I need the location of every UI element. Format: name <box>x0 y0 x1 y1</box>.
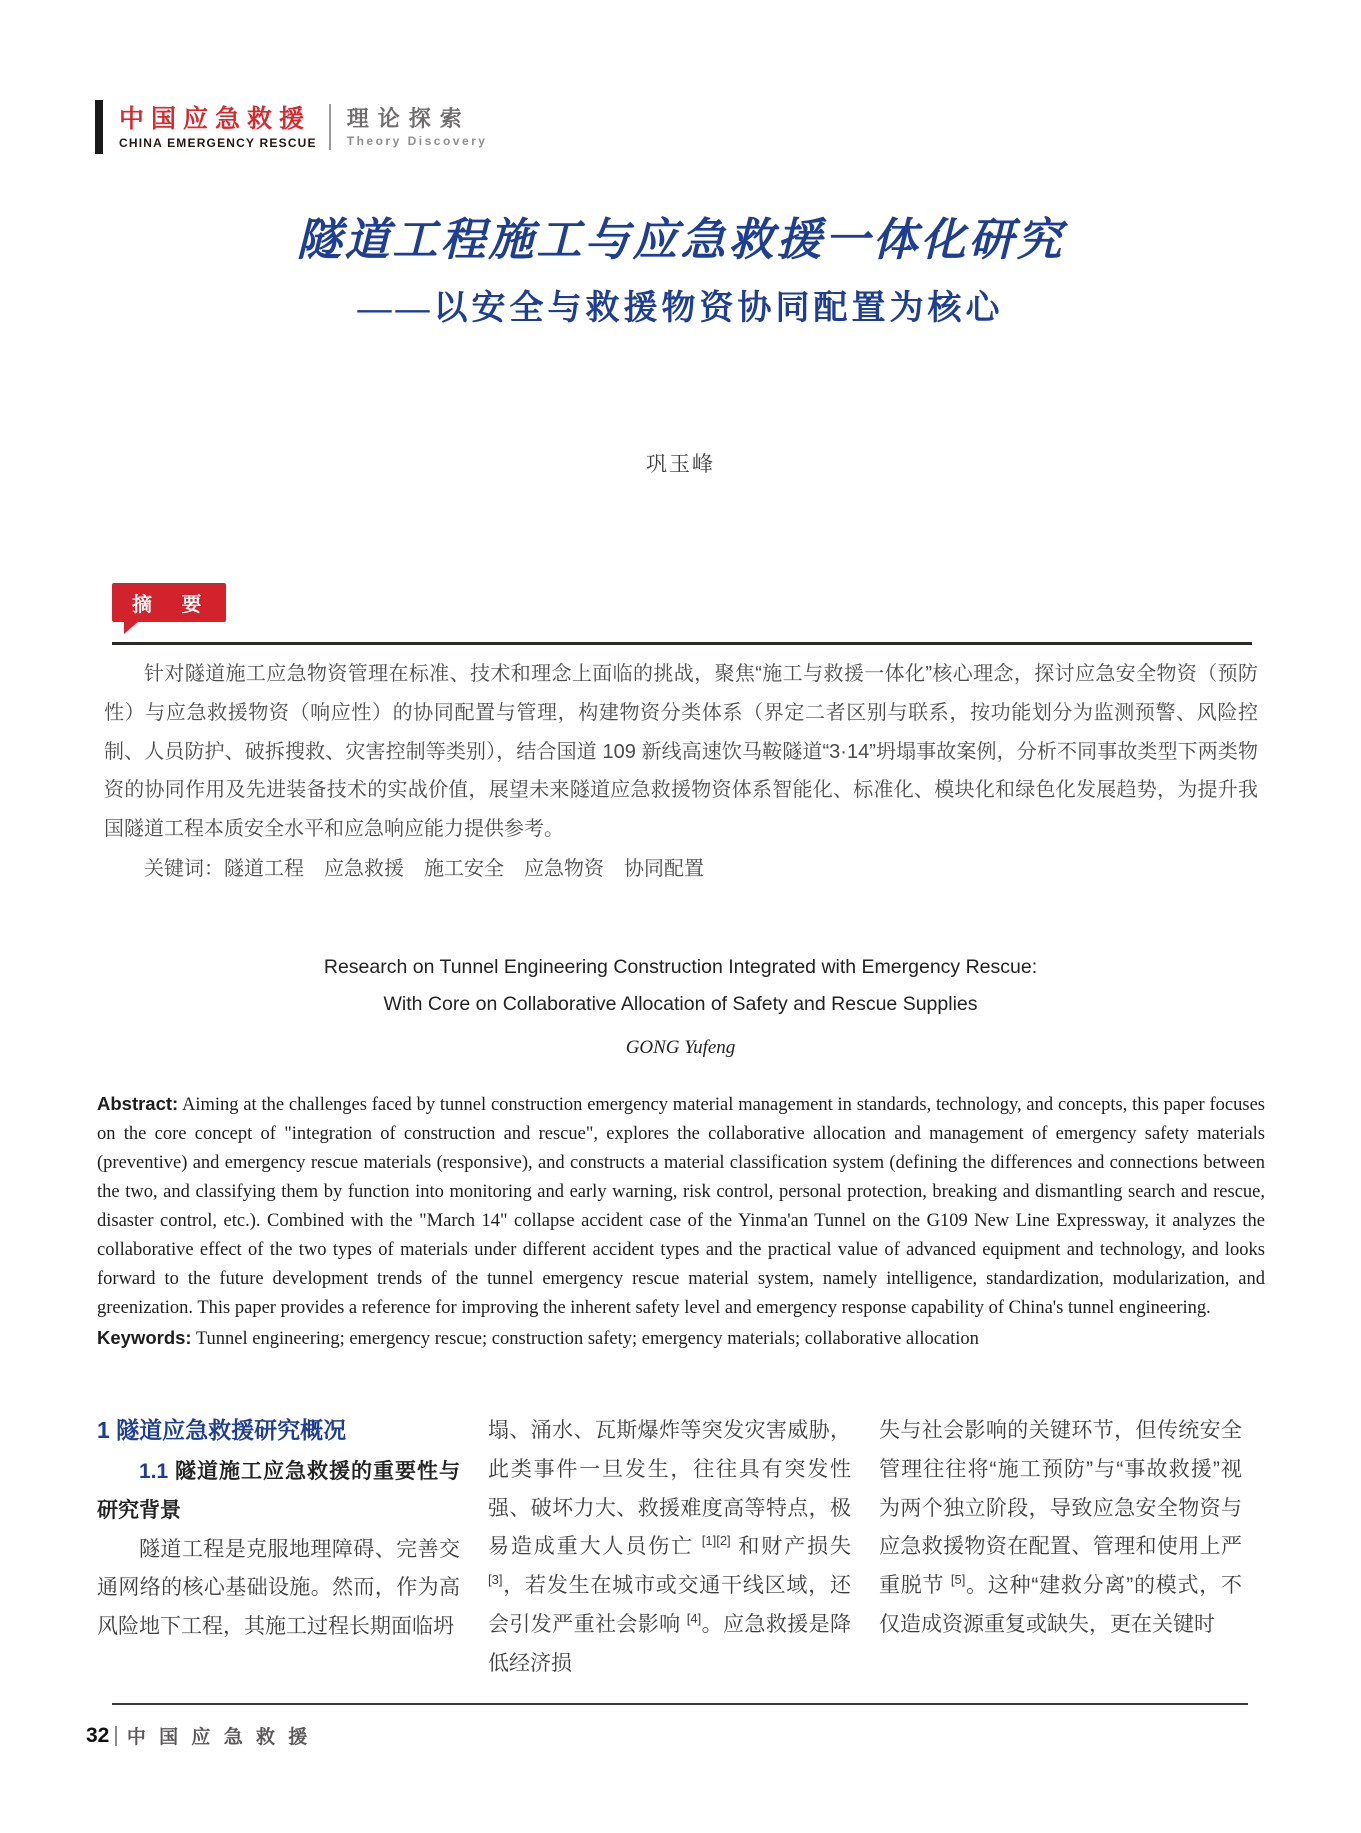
section-heading: 1 隧道应急救援研究概况 <box>97 1417 347 1443</box>
english-title-line1: Research on Tunnel Engineering Construction Integrated with Emergency Rescue: <box>323 956 1038 978</box>
body-column-3 <box>879 1412 1242 1684</box>
footer <box>86 1722 311 1749</box>
article-subtitle: ——以安全与救援物资协同配置为核心 <box>357 290 1004 327</box>
column-name-cn: 理论探索 <box>346 105 471 131</box>
footer-journal-name: 中 国 应 急 救 援 <box>126 1727 312 1748</box>
english-title <box>0 949 1361 1023</box>
english-author: GONG Yufeng <box>625 1037 736 1058</box>
body-paragraph-1: 隧道工程是克服地理障碍、完善交通网络的核心基础设施。然而，作为高风险地下工程，其施工过程长期面临坍 <box>97 1537 460 1639</box>
keywords-label-cn: 关键词： <box>144 857 224 880</box>
subsection-title: 隧道施工应急救援的重要性与研究背景 <box>97 1460 461 1522</box>
keywords-value-en: Tunnel engineering; emergency rescue; construction safety; emergency materials; collaborative allocation <box>191 1329 979 1349</box>
abstract-en-text: Aiming at the challenges faced by tunnel construction emergency material management in standards, technology, and concepts, this paper focuses on the core concept of "integration of construction and rescue", explores the collaborative allocation and management of emergency safety materials (preventive) and emergency rescue materials (responsive), and constructs a material classification system (defining the differences and connections between the two, and classifying them by function into monitoring and early warning, risk control, personal protection, breaking and dismantling search and rescue, disaster control, etc.). Combined with the "March 14" collapse accident case of the Yinma'an Tunnel on the G109 New Line Expressway, it analyzes the collaborative effect of the two types of materials under different accident types and the practical value of advanced equipment and technology, and looks forward to the future development trends of the tunnel emergency rescue material system, namely intelligence, standardization, modularization, and greenization. This paper provides a reference for improving the inherent safety level and emergency response capability of China's tunnel engineering. <box>97 1095 1265 1318</box>
footer-rule <box>112 1703 1248 1705</box>
body-paragraph-3: 失与社会影响的关键环节，但传统安全管理往往将“施工预防”与“事故救援”视为两个独立阶段，导致应急安全物资与应急救援物资在配置、管理和使用上严重脱节 [5]。这种“建救分离”的模式，不仅造成资源重复或缺失，更在关键时 <box>879 1419 1242 1636</box>
abstract-badge <box>112 583 226 622</box>
abstract-badge-tail <box>124 621 139 634</box>
subsection-number: 1.1 <box>139 1460 176 1483</box>
keywords-label-en: Keywords: <box>97 1327 192 1348</box>
abstract-cn-text: 针对隧道施工应急物资管理在标准、技术和理念上面临的挑战，聚焦“施工与救援一体化”核心理念，探讨应急安全物资（预防性）与应急救援物资（响应性）的协同配置与管理，构建物资分类体系（界定二者区别与联系，按功能划分为监测预警、风险控制、人员防护、破拆搜救、灾害控制等类别），结合国道 109 新线高速饮马鞍隧道“3·14”坍塌事故案例，分析不同事故类型下两类物资的协同作用及先进装备技术的实战价值，展望未来隧道应急救援物资体系智能化、标准化、模块化和绿色化发展趋势，为提升我国隧道工程本质安全水平和应急响应能力提供参考。 <box>104 663 1258 841</box>
subsection-heading <box>97 1453 460 1531</box>
masthead <box>95 100 487 154</box>
masthead-bar <box>95 100 103 154</box>
abstract-cn <box>104 655 1258 889</box>
journal-name-en: CHINA EMERGENCY RESCUE <box>119 136 317 150</box>
abstract-rule <box>112 642 1252 645</box>
page-number: 32 <box>86 1723 110 1747</box>
article-title: 隧道工程施工与应急救援一体化研究 <box>296 213 1065 266</box>
abstract-cn-keywords <box>104 850 1258 889</box>
abstract-en-keywords <box>97 1323 1265 1354</box>
abstract-en-paragraph <box>97 1089 1265 1323</box>
english-title-line2: With Core on Collaborative Allocation of Safety and Rescue Supplies <box>383 993 978 1015</box>
masthead-divider <box>329 104 331 150</box>
body-column-1 <box>97 1412 460 1684</box>
abstract-en-label: Abstract: <box>97 1093 179 1114</box>
masthead-column <box>347 106 488 148</box>
body-column-2 <box>488 1412 851 1684</box>
column-name-en: Theory Discovery <box>346 134 488 149</box>
abstract-badge-label: 摘 要 <box>132 594 214 616</box>
author-name: 巩玉峰 <box>646 453 715 476</box>
keywords-value-cn: 隧道工程 应急救援 施工安全 应急物资 协同配置 <box>224 857 704 880</box>
journal-name-cn: 中国应急救援 <box>119 105 312 133</box>
abstract-en <box>97 1089 1265 1354</box>
footer-divider <box>115 1726 117 1746</box>
body-paragraph-2: 塌、涌水、瓦斯爆炸等突发灾害威胁，此类事件一旦发生，往往具有突发性强、破坏力大、救援难度高等特点，极易造成重大人员伤亡 [1][2] 和财产损失 [3]，若发生在城市或交通干线区域，还会引发严重社会影响 [4]。应急救援是降低经济损 <box>488 1419 852 1675</box>
body-columns <box>97 1412 1243 1684</box>
masthead-journal <box>119 104 317 150</box>
